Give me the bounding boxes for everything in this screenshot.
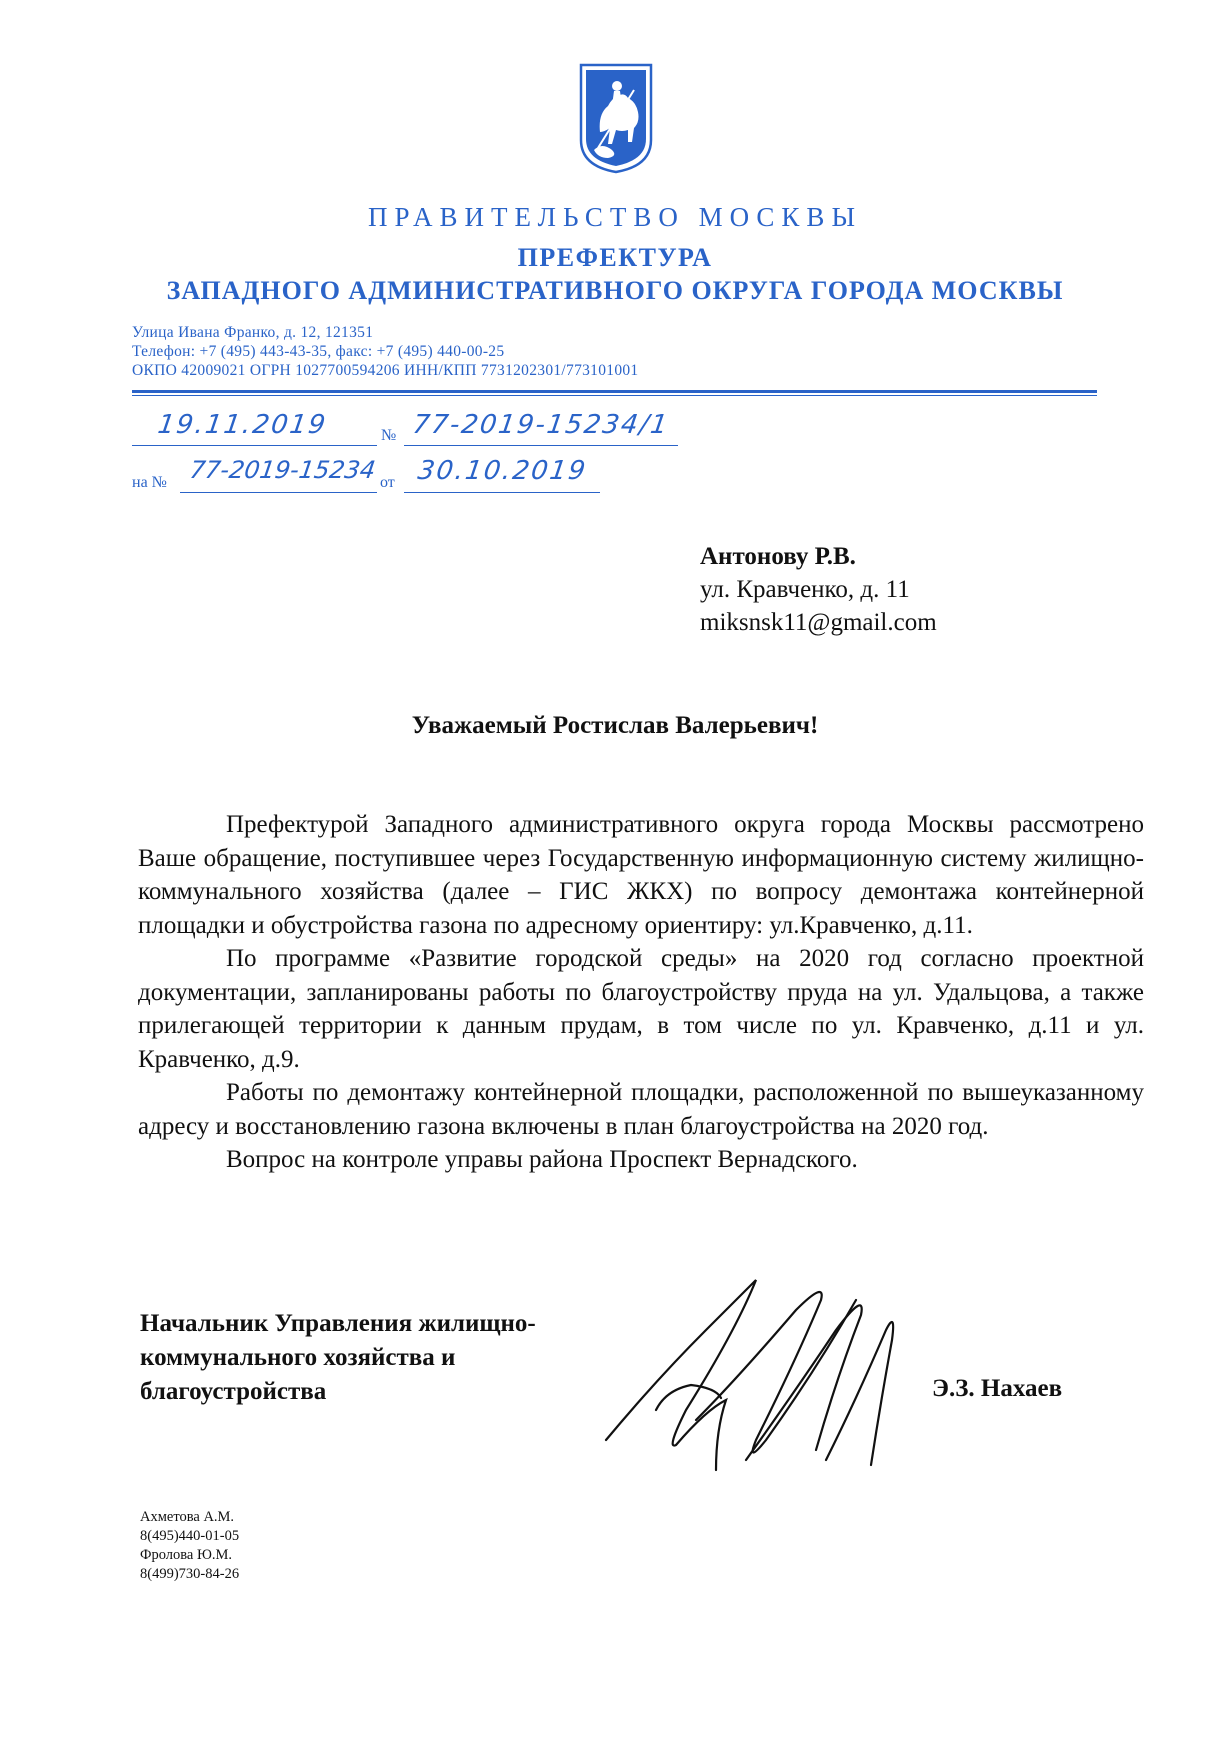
- number-field-line: [404, 445, 678, 446]
- letterhead-rule-thin: [132, 395, 1097, 396]
- reply-number-line: [180, 492, 377, 493]
- letterhead-rule: [132, 390, 1097, 393]
- signer-title-line-3: благоустройства: [140, 1378, 327, 1405]
- executor-1-name: Ахметова А.М.: [140, 1509, 235, 1525]
- body-paragraph-2: По программе «Развитие городской среды» на 2020 год согласно проектной документации, запланированы работы по благоустройству пруда на ул. Удальцова, а также прилегающей территории к данным прудам, в том числе по ул. Кравченко, д.11 и ул. Кравченко, д.9.: [138, 945, 1144, 1073]
- executors-block: [140, 1508, 239, 1584]
- date-field-line: [132, 445, 377, 446]
- registration-number: 77-2019-15234/1: [410, 410, 672, 440]
- signer-title: [140, 1307, 536, 1409]
- letterhead-codes: ОКПО 42009021 ОГРН 1027700594206 ИНН/КПП 7731202301/773101001: [132, 362, 639, 379]
- addressee-name: Антонову Р.В.: [700, 543, 856, 570]
- signer-title-line-2: коммунального хозяйства и: [140, 1344, 456, 1371]
- body-paragraph-1: Префектурой Западного административного округа города Москвы рассмотрено Ваше обращение, поступившее через Государственную информационную систему жилищно-коммунального хозяйства (далее – ГИС ЖКХ) по вопросу демонтажа контейнерной площадки и обустройства газона по адресному ориентиру: ул.Кравченко, д.11.: [138, 811, 1144, 939]
- letterhead-phone: Телефон: +7 (495) 443-43-35, факс: +7 (495) 440-00-25: [132, 343, 505, 360]
- addressee-street: ул. Кравченко, д. 11: [700, 576, 910, 603]
- executor-2-phone: 8(499)730-84-26: [140, 1566, 240, 1582]
- letter-body: [138, 808, 1144, 1177]
- registration-date: 19.11.2019: [155, 410, 329, 440]
- reply-date: 30.10.2019: [415, 456, 589, 486]
- number-label: №: [381, 427, 397, 444]
- prefecture-title: ПРЕФЕКТУРА: [517, 243, 713, 272]
- signer-name: Э.З. Нахаев: [932, 1375, 1063, 1402]
- handwritten-signature-icon: [596, 1270, 936, 1480]
- salutation: Уважаемый Ростислав Валерьевич!: [411, 712, 819, 739]
- signer-title-line-1: Начальник Управления жилищно-: [140, 1310, 536, 1337]
- addressee-block: [700, 540, 937, 639]
- letterhead-address: Улица Ивана Франко, д. 12, 121351: [132, 324, 374, 341]
- okrug-title: ЗАПАДНОГО АДМИНИСТРАТИВНОГО ОКРУГА ГОРОДА МОСКВЫ: [166, 276, 1064, 305]
- executor-1-phone: 8(495)440-01-05: [140, 1528, 240, 1544]
- reply-label: на №: [132, 474, 167, 491]
- government-title: ПРАВИТЕЛЬСТВО МОСКВЫ: [367, 202, 862, 232]
- addressee-email: miksnsk11@gmail.com: [700, 609, 937, 636]
- body-paragraph-4: Вопрос на контроле управы района Проспект Вернадского.: [226, 1146, 858, 1173]
- executor-2-name: Фролова Ю.М.: [140, 1547, 233, 1563]
- reply-date-line: [404, 492, 600, 493]
- from-label: от: [380, 474, 395, 491]
- reply-number: 77-2019-15234: [188, 456, 378, 484]
- moscow-coat-of-arms-icon: [578, 62, 654, 174]
- body-paragraph-3: Работы по демонтажу контейнерной площадки, расположенной по вышеуказанному адресу и восстановлению газона включены в план благоустройства на 2020 год.: [138, 1079, 1144, 1140]
- letterhead-contacts: [132, 323, 638, 380]
